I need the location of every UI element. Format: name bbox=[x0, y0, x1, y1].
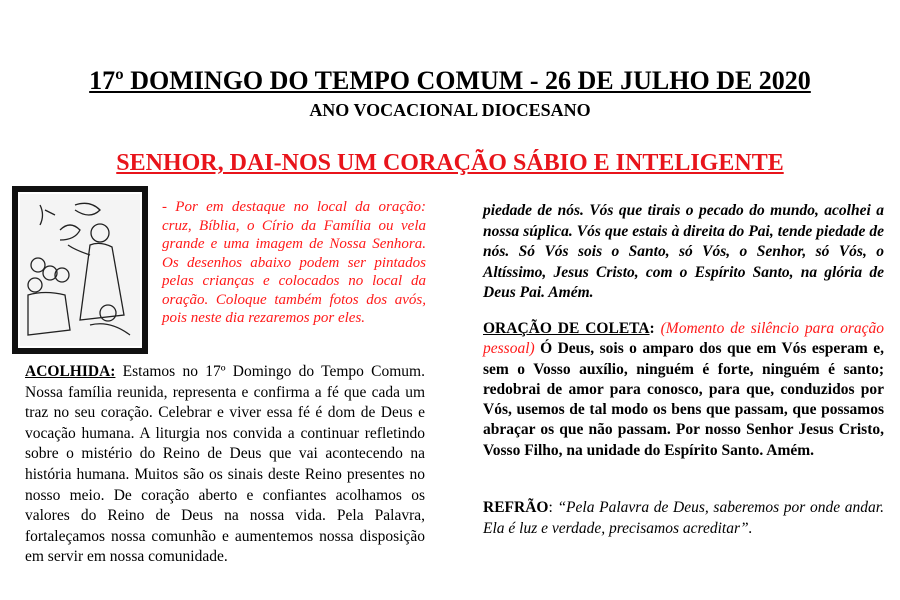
coleta-label: ORAÇÃO DE COLETA bbox=[483, 320, 650, 337]
refrao-colon: : bbox=[548, 499, 558, 516]
acolhida-section bbox=[25, 362, 425, 568]
theme-heading: SENHOR, DAI-NOS UM CORAÇÃO SÁBIO E INTELIGENTE bbox=[116, 150, 784, 176]
page-subtitle: ANO VOCACIONAL DIOCESANO bbox=[309, 100, 591, 120]
refrao-label: REFRÃO bbox=[483, 499, 549, 516]
coleta-colon: : bbox=[649, 320, 661, 337]
page-title: 17º DOMINGO DO TEMPO COMUM - 26 DE JULHO DE 2020 bbox=[89, 66, 811, 95]
acolhida-text: Estamos no 17º Domingo do Tempo Comum. Nossa família reunida, representa e confirma a fé que cada um traz no seu coração. Celebrar e viver essa fé é dom de Deus e vocação humana. A liturgia nos convida a continuar refletindo sobre o mistério do Reino de Deus que vai acontecendo na história humana. Muitos são os sinais deste Reino presentes no nosso meio. De coração aberto e confiantes acolhamos os valores do Reino de Deus na nossa vida. Pela Palavra, fortaleçamos nossa comunhão e aumentemos nossa disposição em servir em nossa comunidade. bbox=[25, 363, 425, 566]
gloria-text: piedade de nós. Vós que tirais o pecado do mundo, acolhei a nossa súplica. Vós que estais à direita do Pai, tende piedade de nós. Só Vós sois o Santo, só Vós, o Senhor, só Vós, o Altíssimo, Jesus Cristo, com o Espírito Santo, na glória de Deus Pai. Amém. bbox=[483, 202, 884, 301]
refrao-text: “Pela Palavra de Deus, saberemos por onde andar. Ela é luz e verdade, precisamos acreditar”. bbox=[483, 499, 884, 537]
illustration-drawing bbox=[20, 194, 140, 346]
acolhida-label: ACOLHIDA: bbox=[25, 363, 116, 380]
jesus-preaching-illustration bbox=[12, 186, 148, 354]
coleta-instruction: (Momento de silêncio para oração pessoal) bbox=[483, 320, 884, 358]
refrao-section bbox=[483, 498, 884, 539]
preparation-note: - Por em destaque no local da oração: cruz, Bíblia, o Círio da Família ou vela grande e uma imagem de Nossa Senhora. Os desenhos abaixo podem ser pintados pelas crianças e colocados no local da oração. Coloque também fotos dos avós, pois neste dia rezaremos por eles. bbox=[162, 199, 426, 326]
coleta-section bbox=[483, 319, 884, 461]
coleta-text: Ó Deus, sois o amparo dos que em Vós esperam e, sem o Vosso auxílio, ninguém é forte, ninguém é santo; redobrai de amor para conosco, para que, conduzidos por Vós, usemos de tal modo os bens que passam, que possamos abraçar os que não passam. Por nosso Senhor Jesus Cristo, Vosso Filho, na unidade do Espírito Santo. Amém. bbox=[483, 340, 884, 459]
